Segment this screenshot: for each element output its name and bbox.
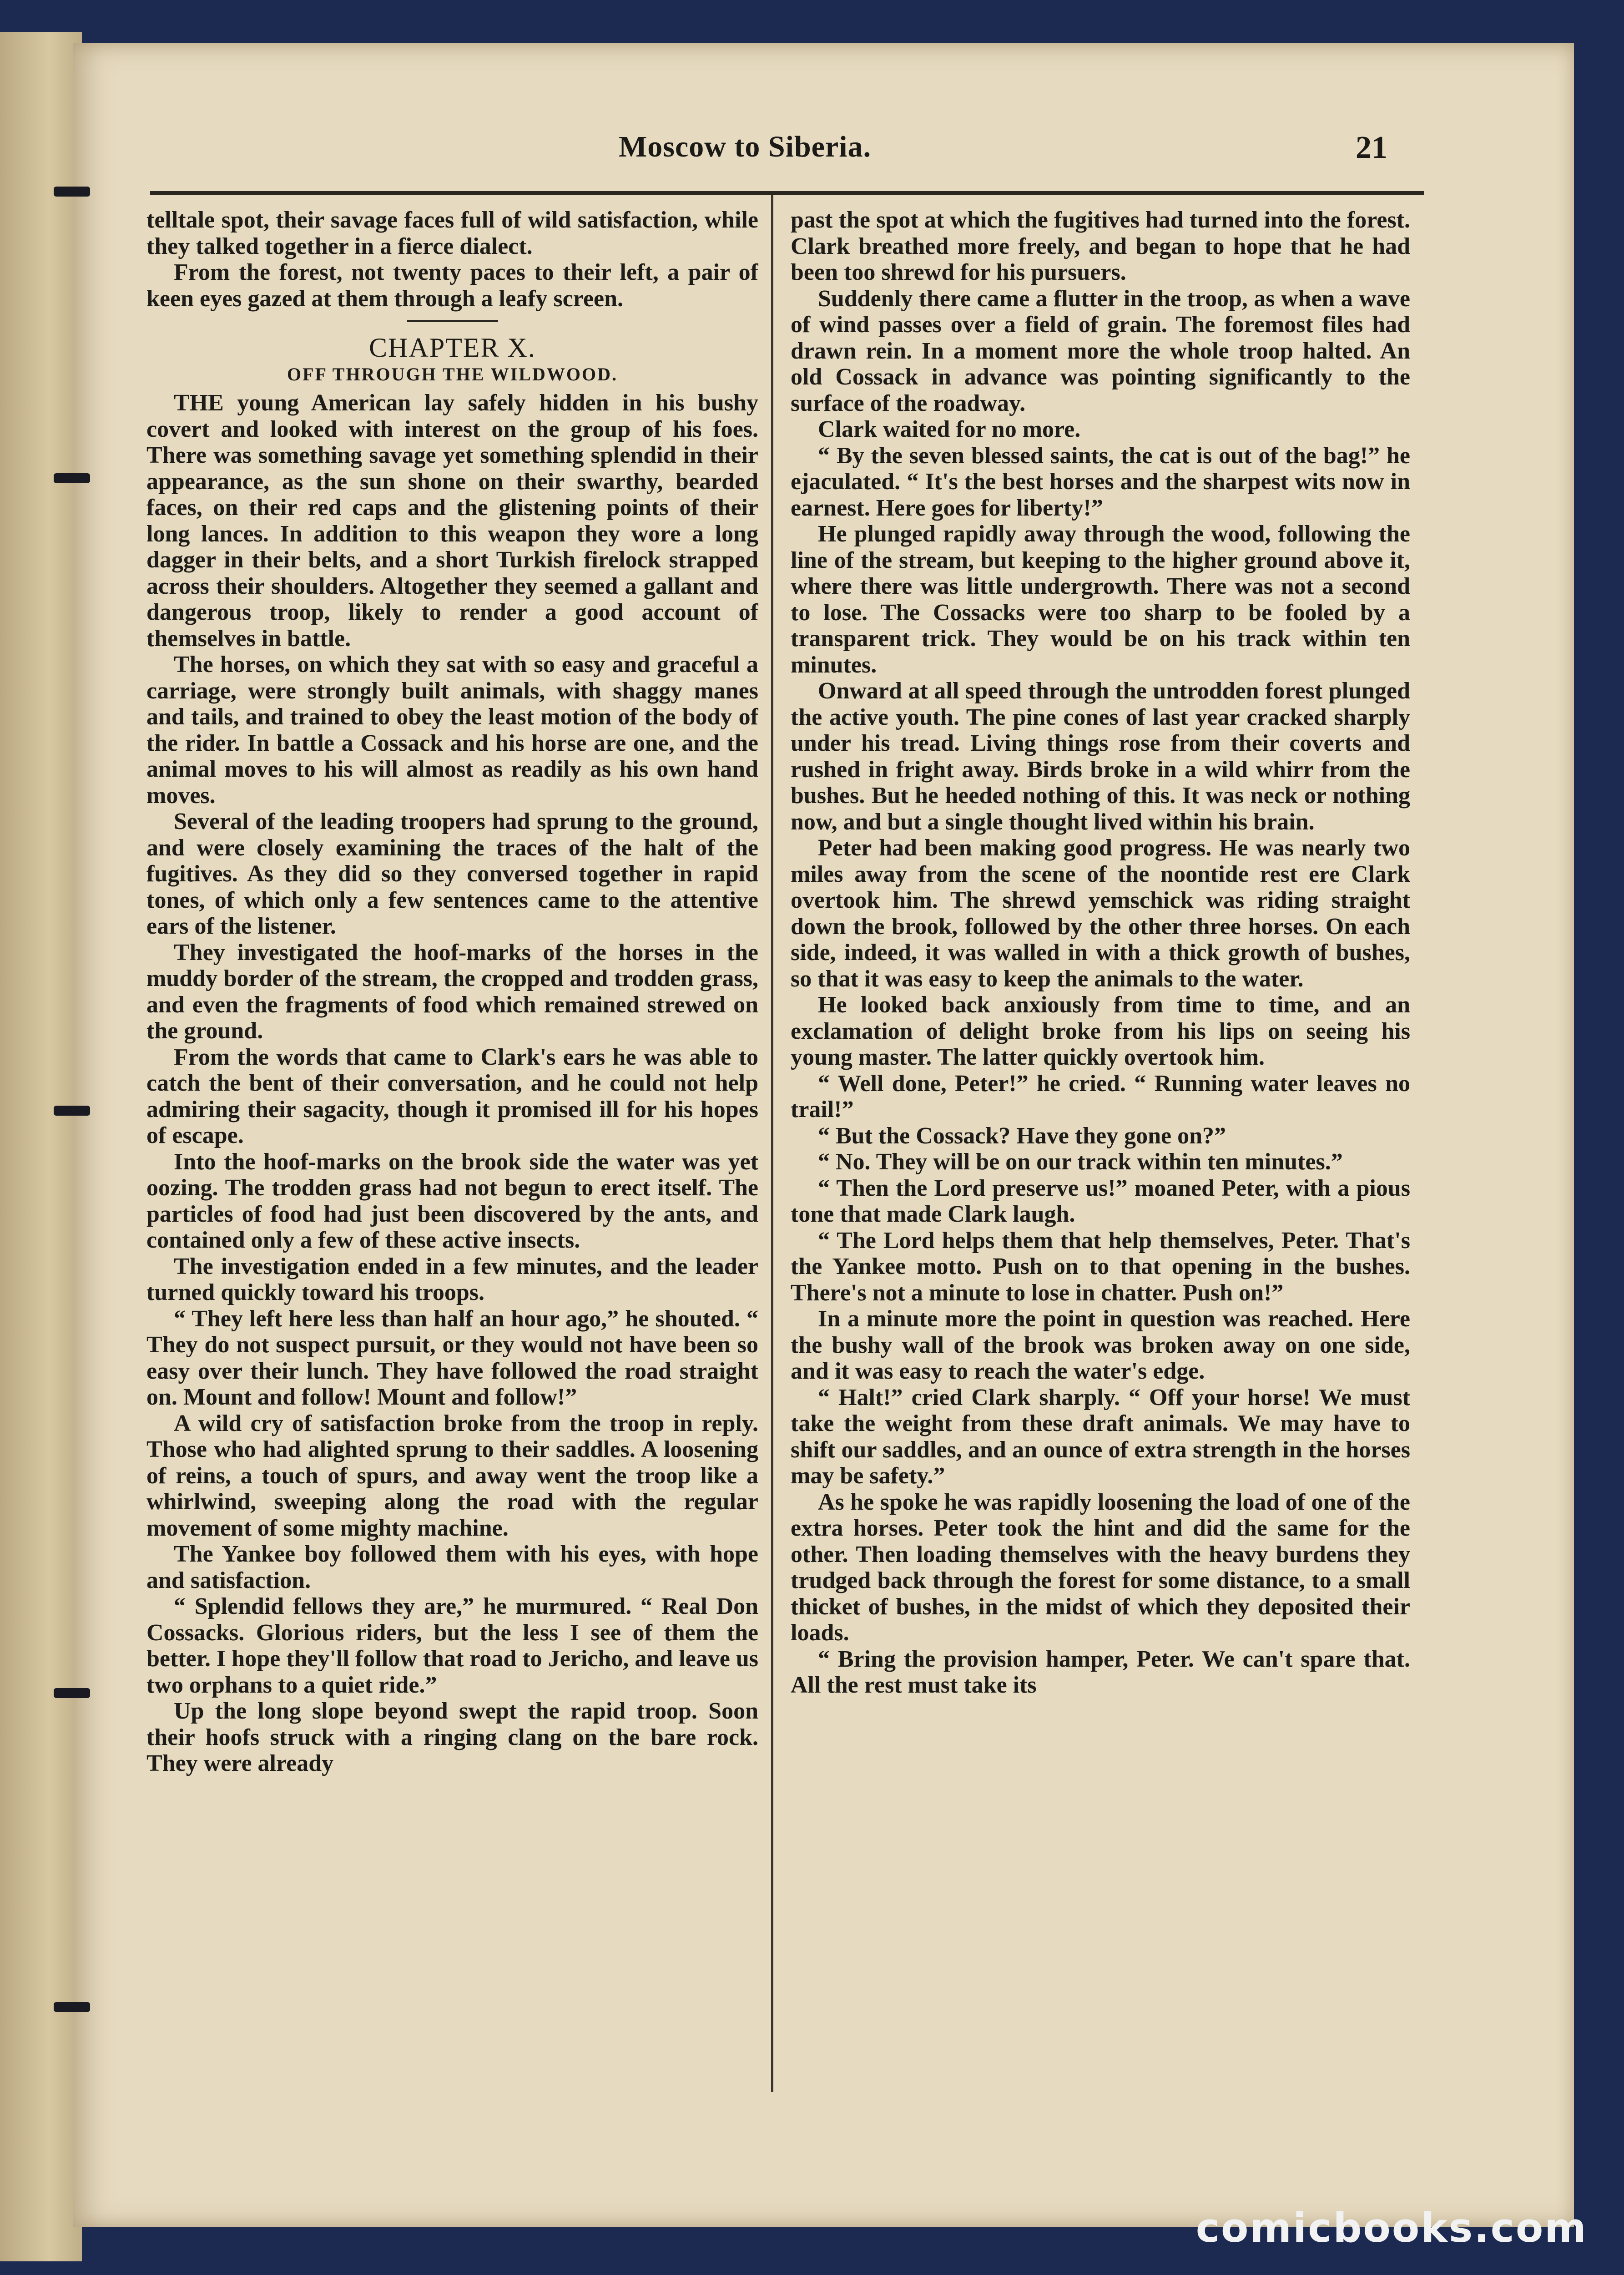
- paragraph: Onward at all speed through the untrodden forest plunged the active youth. The pine cones of last year cracked sharply under his tread. Living things rose from their coverts and rushed in fright away. Birds broke in a wild whirr from the bushes. But he heeded nothing of this. It was neck or nothing now, and but a single thought lived within his brain.: [791, 678, 1410, 835]
- paragraph: “ They left here less than half an hour ago,” he shouted. “ They do not suspect pursuit, or they would not have been so easy over their lunch. They have followed the road straight on. Mount and follow! Mount and follow!”: [146, 1305, 758, 1410]
- column-divider: [771, 195, 773, 2092]
- watermark-logo: comicbooks.com: [1195, 2204, 1588, 2251]
- paragraph: past the spot at which the fugitives had turned into the forest. Clark breathed more freely, and began to hope that he had been too shrewd for his pursuers.: [791, 207, 1410, 285]
- paragraph: Up the long slope beyond swept the rapid troop. Soon their hoofs struck with a ringing clang on the bare rock. They were already: [146, 1698, 758, 1776]
- paragraph: “ Well done, Peter!” he cried. “ Running water leaves no trail!”: [791, 1070, 1410, 1122]
- paragraph: In a minute more the point in question was reached. Here the bushy wall of the brook was broken away on one side, and it was easy to reach the water's edge.: [791, 1306, 1410, 1384]
- paragraph: Into the hoof-marks on the brook side the water was yet oozing. The trodden grass had not begun to erect itself. The particles of food had just been discovered by the ants, and contained only a few of these active insects.: [146, 1148, 758, 1253]
- header-rule: [150, 191, 1424, 195]
- paragraph: Clark waited for no more.: [818, 416, 1081, 442]
- right-column: [791, 207, 1410, 2100]
- paragraph: “ Splendid fellows they are,” he murmured. “ Real Don Cossacks. Glorious riders, but the less I see of them the better. I hope they'll follow that road to Jericho, and leave us two orphans to a quiet ride.”: [146, 1593, 758, 1698]
- paragraph: The investigation ended in a few minutes, and the leader turned quickly toward his troops.: [146, 1253, 758, 1305]
- paragraph: He plunged rapidly away through the wood, following the line of the stream, but keeping to the higher ground above it, where there was little undergrowth. There was not a second to lose. The Cossacks were too sharp to be fooled by a transparent trick. They would be on his track within ten minutes.: [791, 521, 1410, 678]
- binding-stitch: [54, 187, 90, 197]
- left-page-edge: [0, 32, 82, 2261]
- paragraph: The horses, on which they sat with so easy and graceful a carriage, were strongly built animals, with shaggy manes and tails, and trained to obey the least motion of the body of the rider. In battle a Cossack and his horse are one, and the animal moves to his will almost as readily as his own hand moves.: [146, 652, 758, 809]
- binding-stitch: [54, 473, 90, 483]
- running-title: Moscow to Siberia.: [619, 130, 872, 163]
- page-header: [150, 130, 1415, 180]
- paragraph: THE young American lay safely hidden in his bushy covert and looked with interest on the group of his foes. There was something savage yet something splendid in their appearance, as the sun shone on their swarthy, bearded faces, on their red caps and the glistening points of their long lances. In addition to this weapon they wore a long dagger in their belts, and a short Turkish firelock strapped across their shoulders. Altogether they seemed a gallant and dangerous troop, likely to render a good account of themselves in battle.: [146, 390, 758, 652]
- binding-stitch: [54, 1106, 90, 1116]
- paragraph: “ The Lord helps them that help themselves, Peter. That's the Yankee motto. Push on to that opening in the bushes. There's not a minute to lose in chatter. Push on!”: [791, 1227, 1410, 1306]
- left-column: [146, 207, 758, 2100]
- chapter-subtitle: OFF THROUGH THE WILDWOOD.: [287, 364, 618, 384]
- paragraph: “ But the Cossack? Have they gone on?”: [818, 1122, 1226, 1149]
- page-number: 21: [1356, 130, 1387, 165]
- paragraph: “ Then the Lord preserve us!” moaned Peter, with a pious tone that made Clark laugh.: [791, 1175, 1410, 1227]
- paragraph: The Yankee boy followed them with his eyes, with hope and satisfaction.: [146, 1541, 758, 1593]
- section-divider: [407, 320, 498, 322]
- binding-stitch: [54, 2002, 90, 2012]
- paragraph: “ Bring the provision hamper, Peter. We can't spare that. All the rest must take its: [791, 1646, 1410, 1698]
- paragraph: He looked back anxiously from time to time, and an exclamation of delight broke from his lips on seeing his young master. The latter quickly overtook him.: [791, 992, 1410, 1070]
- paragraph: Suddenly there came a flutter in the troop, as when a wave of wind passes over a field of grain. The foremost files had drawn rein. In a moment more the whole troop halted. An old Cossack in advance was pointing significantly to the surface of the roadway.: [791, 285, 1410, 416]
- paragraph: From the forest, not twenty paces to their left, a pair of keen eyes gazed at them through a leafy screen.: [146, 259, 758, 312]
- paragraph: A wild cry of satisfaction broke from the troop in reply. Those who had alighted sprung to their saddles. A loosening of reins, a touch of spurs, and away went the troop like a whirlwind, sweeping along the road with the regular movement of some mighty machine.: [146, 1410, 758, 1541]
- paragraph: telltale spot, their savage faces full of wild satisfaction, while they talked together in a fierce dialect.: [146, 207, 758, 259]
- paragraph: Several of the leading troopers had sprung to the ground, and were closely examining the traces of the halt of the fugitives. As they did so they conversed together in rapid tones, of which only a few sentences came to the attentive ears of the listener.: [146, 809, 758, 939]
- paragraph: “ Halt!” cried Clark sharply. “ Off your horse! We must take the weight from these draft animals. We may have to shift our saddles, and an ounce of extra strength in the horses may be safety.”: [791, 1384, 1410, 1489]
- paragraph: “ No. They will be on our track within ten minutes.”: [818, 1149, 1343, 1175]
- paragraph: As he spoke he was rapidly loosening the load of one of the extra horses. Peter took the hint and did the same for the other. Then loading themselves with the heavy burdens they trudged back through the forest for some distance, to a small thicket of bushes, in the midst of which they deposited their loads.: [791, 1489, 1410, 1646]
- chapter-title: CHAPTER X.: [369, 333, 536, 363]
- paragraph: “ By the seven blessed saints, the cat is out of the bag!” he ejaculated. “ It's the best horses and the sharpest wits now in earnest. Here goes for liberty!”: [791, 442, 1410, 521]
- paragraph: From the words that came to Clark's ears he was able to catch the bent of their conversation, and he could not help admiring their sagacity, though it promised ill for his hopes of escape.: [146, 1044, 758, 1148]
- binding-stitch: [54, 1688, 90, 1698]
- paragraph: They investigated the hoof-marks of the horses in the muddy border of the stream, the cropped and trodden grass, and even the fragments of food which remained strewed on the ground.: [146, 939, 758, 1044]
- paragraph: Peter had been making good progress. He was nearly two miles away from the scene of the noontide rest ere Clark overtook him. The shrewd yemschick was riding straight down the brook, followed by the other three horses. On each side, indeed, it was walled in with a thick growth of bushes, so that it was easy to keep the animals to the water.: [791, 835, 1410, 992]
